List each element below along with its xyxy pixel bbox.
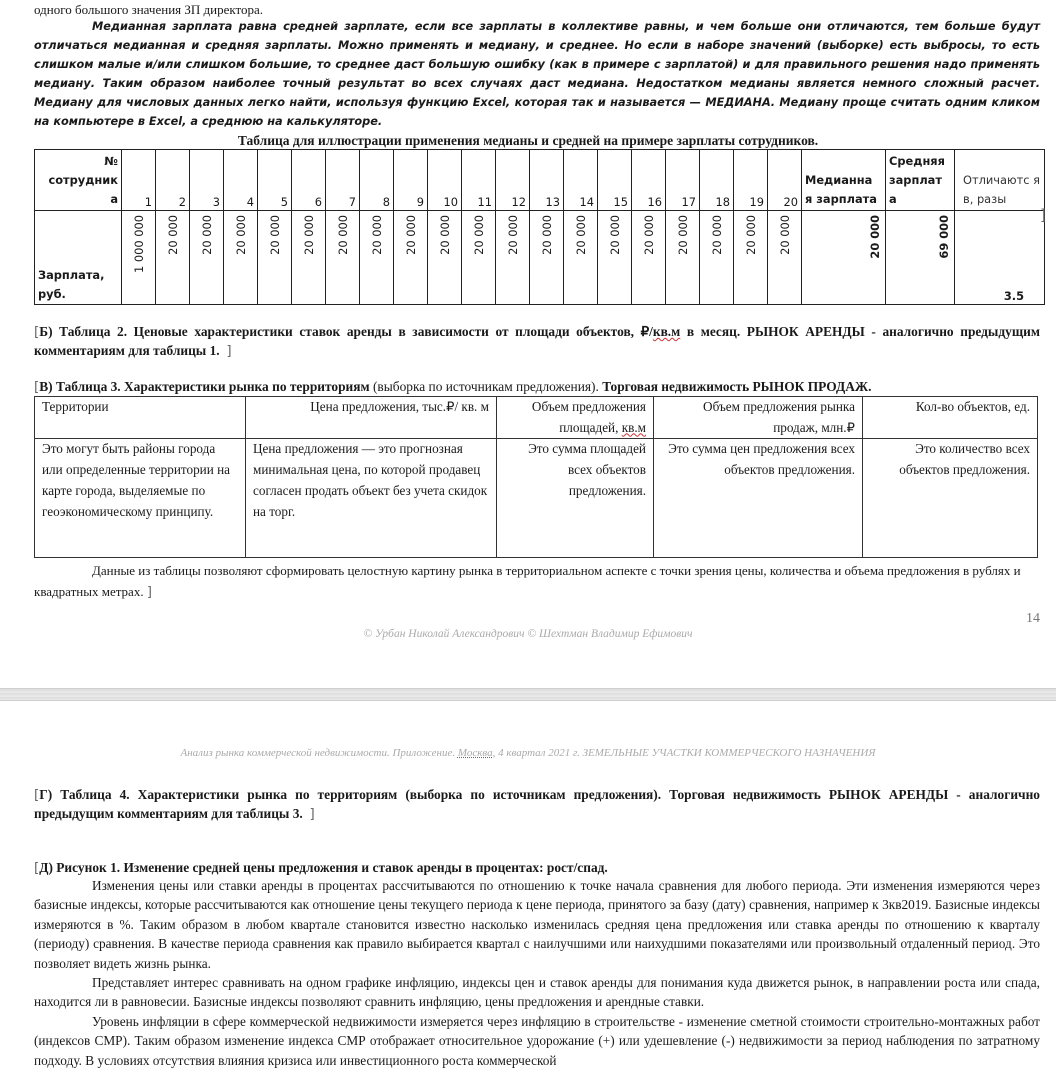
- intro-line: одного большого значения ЗП директора.: [34, 2, 264, 17]
- median-header: Медианна я зарплата: [802, 150, 886, 211]
- salary-cell: [462, 211, 496, 305]
- table3-header-count: Кол-во объектов, ед.: [863, 397, 1038, 439]
- table3-cell-territories: Это могут быть районы города или определенные территории на карте города, выделяемые по геоэкономическому принципу.: [35, 439, 246, 558]
- running-header: Анализ рынка коммерческой недвижимости. Приложение. Москва, 4 квартал 2021 г. ЗЕМЕЛЬНЫЕ УЧАСТКИ КОММЕРЧЕСКОГО НАЗНАЧЕНИЯ: [180, 747, 876, 759]
- table3-cell-volume: Это сумма цен предложения всех объектов предложения.: [654, 439, 863, 558]
- salary-cell: [734, 211, 768, 305]
- salary-value: 20 000: [505, 215, 520, 255]
- employee-number-cell: 8: [360, 150, 394, 211]
- salary-value: 20 000: [709, 215, 724, 255]
- salary-value: 20 000: [335, 215, 350, 255]
- salary-cell: [258, 211, 292, 305]
- difference-value: 3.5: [955, 211, 1045, 305]
- salary-row-header: Зарплата, руб.: [35, 211, 122, 305]
- salary-cell: [632, 211, 666, 305]
- footer-copyright: © Урбан Николай Александрович © Шехтман Владимир Ефимович: [363, 628, 693, 640]
- employee-number-cell: 3: [190, 150, 224, 211]
- table1-caption: Таблица для иллюстрации применения медианы и средней на примере зарплаты сотрудников.: [237, 133, 819, 148]
- table3-cell-area: Это сумма площадей всех объектов предложения.: [497, 439, 654, 558]
- page-break-gap: [0, 688, 1056, 701]
- employee-number-cell: 4: [224, 150, 258, 211]
- salary-cell: [292, 211, 326, 305]
- paragraph-smr-index: Уровень инфляции в сфере коммерческой недвижимости измеряется через инфляцию в строительстве - изменение сметной стоимости строительно-монтажных работ (индексов СМР). Таким образом изменение индекса СМР отображает относительное удорожание (+) или удешевление (-) недвижимости за период наблюдения по затратному подходу. В условиях отсутствия влияния кризиса или инвестиционного роста коммерческой: [34, 1013, 1040, 1068]
- table3-header-area: Объем предложения площадей, кв.м: [497, 397, 654, 439]
- market-characteristics-table: [34, 396, 1038, 558]
- difference-header: Отличаютс я в, разы: [955, 150, 1045, 211]
- employee-number-cell: 6: [292, 150, 326, 211]
- employee-number-cell: 19: [734, 150, 768, 211]
- salary-cell: [768, 211, 802, 305]
- salary-cell: [156, 211, 190, 305]
- salary-value: 20 000: [573, 215, 588, 255]
- salary-value: 20 000: [675, 215, 690, 255]
- employee-number-cell: 14: [564, 150, 598, 211]
- salary-value: 20 000: [233, 215, 248, 255]
- section-v-heading: [В) Таблица 3. Характеристики рынка по территориям (выборка по источникам предложения). Торговая недвижимость РЫНОК ПРОДАЖ.: [34, 379, 872, 395]
- salary-cell: [530, 211, 564, 305]
- salary-value: 20 000: [539, 215, 554, 255]
- salary-value: 20 000: [199, 215, 214, 255]
- table3-summary-paragraph: Данные из таблицы позволяют сформировать целостную картину рынка в территориальном аспекте с точки зрения цены, количества и объема предложения в рублях и квадратных метрах. ]: [34, 563, 1021, 600]
- salary-cell: [360, 211, 394, 305]
- employee-number-cell: 7: [326, 150, 360, 211]
- employee-number-cell: 12: [496, 150, 530, 211]
- page-number: 14: [1026, 611, 1040, 626]
- salary-value: 1 000 000: [131, 215, 146, 273]
- mean-salary-value: 69 000: [937, 215, 951, 259]
- section-b-heading: [Б) Таблица 2. Ценовые характеристики ставок аренды в зависимости от площади объектов, ₽/кв.м в месяц. РЫНОК АРЕНДЫ - аналогично предыдущим комментариям для таблицы 1. ]: [34, 324, 1040, 359]
- median-explanation-paragraph: Медианная зарплата равна средней зарплате, если все зарплаты в коллективе равны, и чем больше они отличаются, тем больше будут отличаться медианная и средняя зарплаты. Можно применять и медиану, и среднее. Но если в наборе значений (выборке) есть выбросы, то есть слишком малые и/или слишком большие, то среднее даст большую ошибку (как в примере с зарплатой) и для правильного решения надо применять медиану. Таким образом наиболее точный результат во всех случаях даст медиана. Недостатком медианы является немного сложный расчет. Медиану для числовых данных легко найти, используя функцию Excel, которая так и называется — МЕДИАНА. Медиану проще считать одним кликом на компьютере в Excel, а среднюю на калькуляторе.: [34, 20, 1040, 128]
- salary-cell: [666, 211, 700, 305]
- mean-header: Средняя зарплат а: [886, 150, 955, 211]
- salary-median-table: [34, 149, 1045, 305]
- employee-number-cell: 15: [598, 150, 632, 211]
- employee-number-cell: 18: [700, 150, 734, 211]
- employee-number-cell: 1: [122, 150, 156, 211]
- employee-number-header: № сотрудник а: [35, 150, 122, 211]
- table3-header-price: Цена предложения, тыс.₽/ кв. м: [246, 397, 497, 439]
- table3-cell-price: Цена предложения — это прогнозная минимальная цена, по которой продавец согласен продать объект без учета скидок на торг.: [246, 439, 497, 558]
- table3-header-territories: Территории: [35, 397, 246, 439]
- spellcheck-word: кв.м: [652, 324, 681, 339]
- salary-cell: [428, 211, 462, 305]
- salary-value: 20 000: [165, 215, 180, 255]
- salary-value: 20 000: [403, 215, 418, 255]
- salary-cell: [224, 211, 258, 305]
- salary-value: 20 000: [641, 215, 656, 255]
- section-g-heading: [Г) Таблица 4. Характеристики рынка по территориям (выборка по источникам предложения). Торговая недвижимость РЫНОК АРЕНДЫ - аналогично предыдущим комментариям для таблицы 3. ]: [34, 787, 1040, 822]
- salary-cell: [190, 211, 224, 305]
- salary-cell: [496, 211, 530, 305]
- salary-cell: [122, 211, 156, 305]
- employee-number-cell: 2: [156, 150, 190, 211]
- salary-value: 20 000: [267, 215, 282, 255]
- figure1-description: [34, 876, 1040, 1070]
- employee-number-cell: 11: [462, 150, 496, 211]
- employee-number-cell: 17: [666, 150, 700, 211]
- salary-cell: [598, 211, 632, 305]
- employee-number-cell: 20: [768, 150, 802, 211]
- salary-value: 20 000: [607, 215, 622, 255]
- section-d-heading: [Д) Рисунок 1. Изменение средней цены предложения и ставок аренды в процентах: рост/спад.: [34, 860, 608, 876]
- employee-number-cell: 13: [530, 150, 564, 211]
- salary-value: 20 000: [471, 215, 486, 255]
- salary-cell: [394, 211, 428, 305]
- document-page-15: [0, 701, 1056, 1068]
- section-end-bracket: ]: [1040, 206, 1046, 224]
- paragraph-inflation-compare: Представляет интерес сравнивать на одном графике инфляцию, индексы цен и ставок аренды для понимания куда движется рынок, в направлении роста или спада, находится ли в равновесии. Базисные индексы позволяют сравнить инфляцию, цены предложения и арендные ставки.: [34, 975, 1040, 1010]
- paragraph-base-indices: Изменения цены или ставки аренды в процентах рассчитываются по отношению к точке начала сравнения для любого периода. Эти изменения измеряются через базисные индексы, которые рассчитываются как отношение цены текущего периода к цене периода, принятого за базу (дату) сравнения, например к 3кв2019. Базисные индексы измеряются в %. Таким образом в любом квартале становится известно насколько изменилась средняя цена предложения или ставка аренды по отношению к кварталу (периоду) сравнения. В качестве периода сравнения как правило выбирается квартал с наилучшими или наихудшими показателями или произвольный отдаленный период. Это позволяет видеть жизнь рынка.: [34, 878, 1040, 971]
- employee-number-cell: 10: [428, 150, 462, 211]
- salary-value: 20 000: [777, 215, 792, 255]
- salary-cell: [700, 211, 734, 305]
- employee-number-cell: 9: [394, 150, 428, 211]
- salary-value: 20 000: [743, 215, 758, 255]
- salary-value: 20 000: [437, 215, 452, 255]
- salary-value: 20 000: [301, 215, 316, 255]
- employee-number-cell: 5: [258, 150, 292, 211]
- salary-value: 20 000: [369, 215, 384, 255]
- salary-cell: [564, 211, 598, 305]
- employee-number-cell: 16: [632, 150, 666, 211]
- median-salary-value: 20 000: [868, 215, 882, 259]
- table3-header-volume: Объем предложения рынка продаж, млн.₽: [654, 397, 863, 439]
- table3-cell-count: Это количество всех объектов предложения.: [863, 439, 1038, 558]
- salary-cell: [326, 211, 360, 305]
